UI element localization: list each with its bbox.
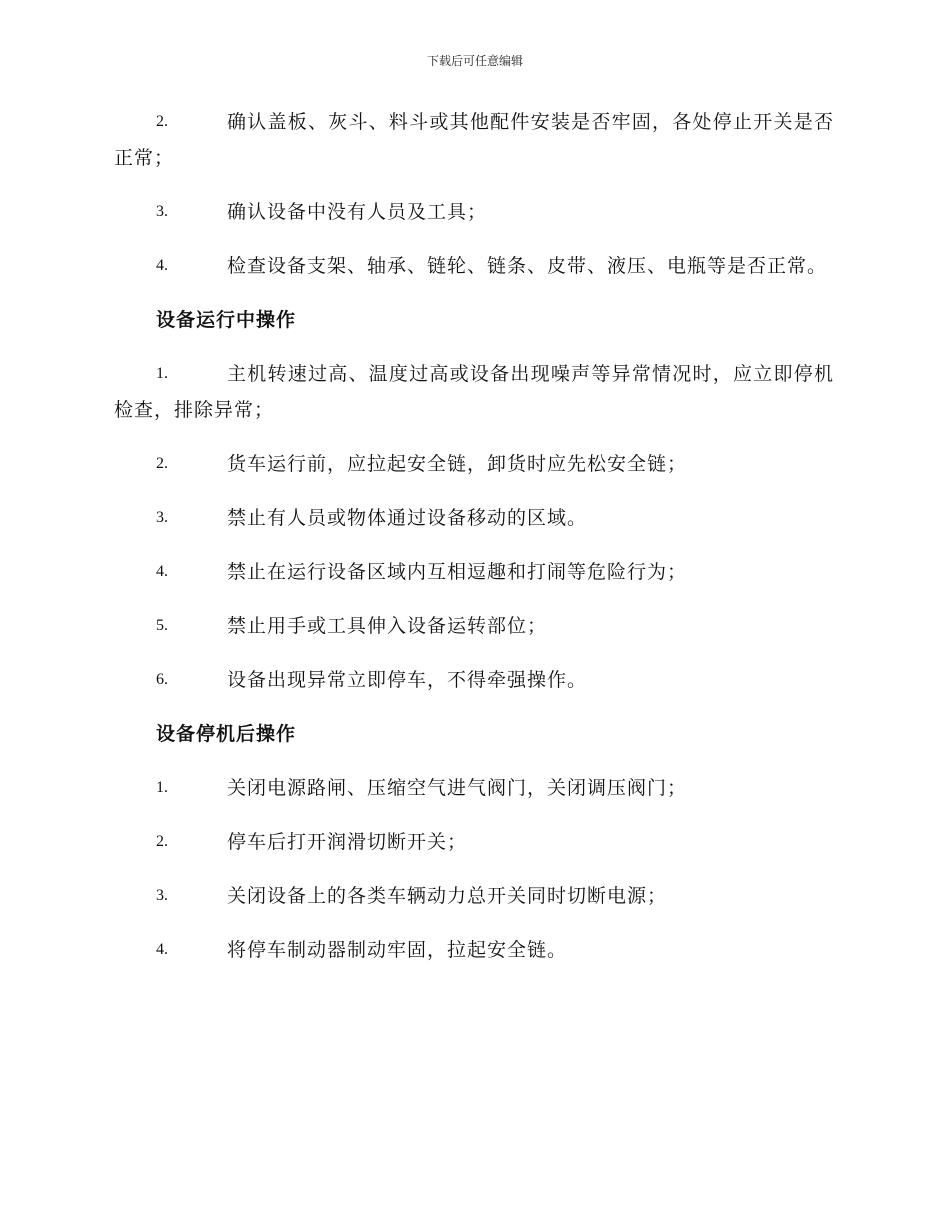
list-item [114, 194, 834, 230]
list-item [114, 770, 834, 806]
document-body [114, 104, 834, 986]
item-number: 1. [156, 779, 168, 796]
list-item [114, 932, 834, 968]
item-text: 关闭电源路闸、压缩空气进气阀门，关闭调压阀门； [227, 777, 688, 799]
item-number: 4. [156, 257, 168, 274]
item-text: 关闭设备上的各类车辆动力总开关同时切断电源； [227, 885, 668, 907]
list-item [114, 608, 834, 644]
item-text: 禁止用手或工具伸入设备运转部位； [227, 615, 548, 637]
item-text: 禁止在运行设备区域内互相逗趣和打闹等危险行为； [227, 561, 688, 583]
item-number: 3. [156, 203, 168, 220]
item-text: 确认盖板、灰斗、料斗或其他配件安装是否牢固，各处停止开关是否正常； [114, 111, 834, 169]
section-heading-after: 设备停机后操作 [156, 723, 297, 745]
page-header: 下载后可任意编辑 [426, 54, 523, 68]
item-text: 主机转速过高、温度过高或设备出现噪声等异常情况时，应立即停机检查，排除异常； [114, 363, 834, 421]
item-number: 4. [156, 941, 168, 958]
item-number: 3. [156, 887, 168, 904]
list-item [114, 878, 834, 914]
item-number: 2. [156, 455, 168, 472]
item-text: 将停车制动器制动牢固，拉起安全链。 [227, 939, 568, 961]
item-number: 6. [156, 671, 168, 688]
list-item [114, 662, 834, 698]
item-number: 2. [156, 833, 168, 850]
item-text: 设备出现异常立即停车，不得牵强操作。 [227, 669, 588, 691]
item-text: 检查设备支架、轴承、链轮、链条、皮带、液压、电瓶等是否正常。 [227, 255, 828, 277]
item-text: 确认设备中没有人员及工具； [227, 201, 488, 223]
item-text: 货车运行前，应拉起安全链，卸货时应先松安全链； [227, 453, 688, 475]
item-text: 禁止有人员或物体通过设备移动的区域。 [227, 507, 588, 529]
list-item [114, 500, 834, 536]
item-number: 3. [156, 509, 168, 526]
list-item [114, 248, 834, 284]
list-item [114, 446, 834, 482]
item-number: 1. [156, 365, 168, 382]
item-number: 5. [156, 617, 168, 634]
item-text: 停车后打开润滑切断开关； [227, 831, 468, 853]
item-number: 4. [156, 563, 168, 580]
list-item [114, 356, 834, 428]
list-item [114, 554, 834, 590]
list-item [114, 104, 834, 176]
section-heading-running: 设备运行中操作 [156, 309, 297, 331]
item-number: 2. [156, 113, 168, 130]
list-item [114, 824, 834, 860]
